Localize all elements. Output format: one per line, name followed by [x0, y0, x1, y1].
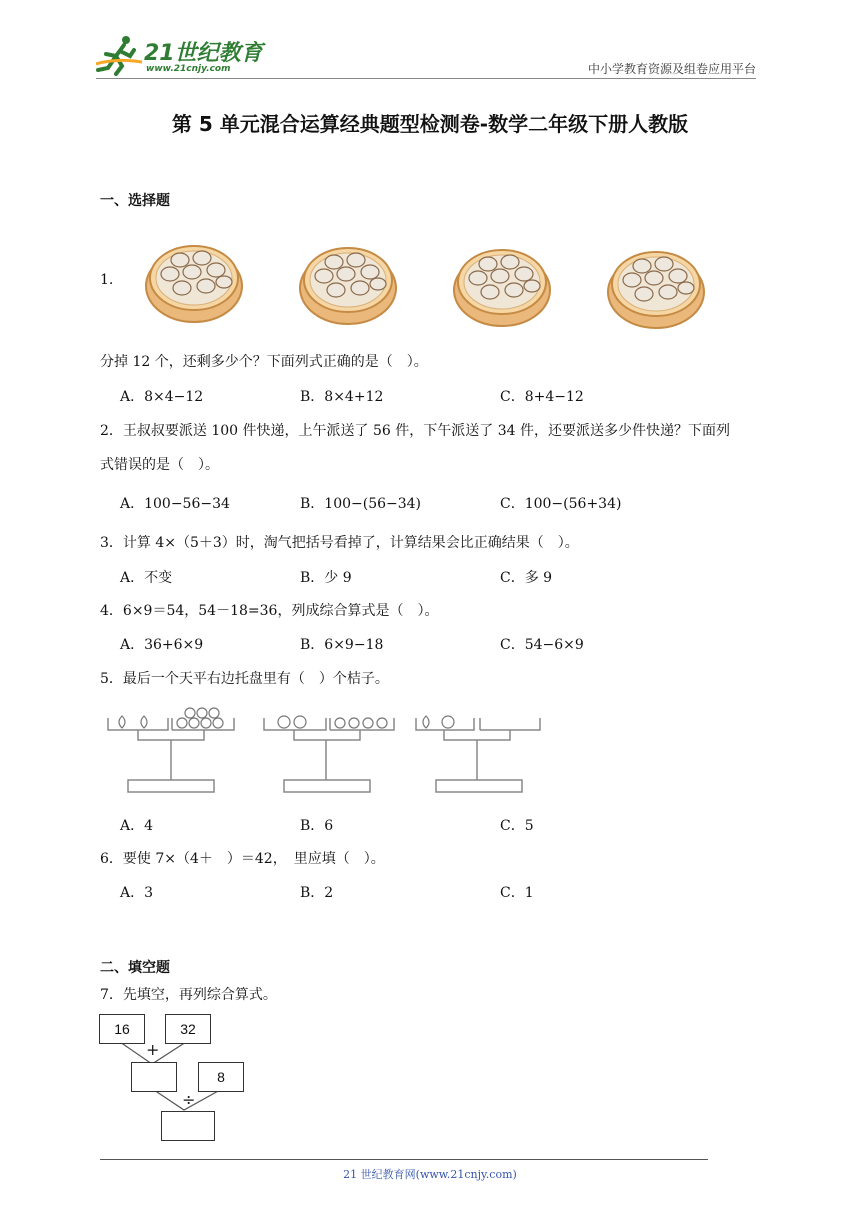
q2-option-b[interactable]: B．100−(56−34) — [300, 496, 422, 512]
page-title: 第 5 单元混合运算经典题型检测卷-数学二年级下册人教版 — [171, 112, 689, 136]
q1-option-c[interactable]: C．8+4−12 — [500, 389, 584, 405]
q7-plus-sign: + — [146, 1040, 160, 1059]
q7-box-16: 16 — [99, 1014, 145, 1044]
q7-answer-box-2[interactable] — [161, 1111, 215, 1141]
q5-option-a[interactable]: A．4 — [120, 818, 154, 834]
q4-text: 4．6×9＝54，54－18=36，列成综合算式是（ ）。 — [100, 603, 439, 619]
q4-option-b[interactable]: B．6×9−18 — [300, 637, 384, 653]
q1-number: 1. — [100, 272, 114, 288]
q1-text: 分掉 12 个，还剩多少个？下面列式正确的是（ ）。 — [100, 354, 428, 370]
q5-text: 5．最后一个天平右边托盘里有（ ）个桔子。 — [100, 671, 389, 687]
footer-text[interactable]: 21 世纪教育网(www.21cnjy.com) — [343, 1168, 517, 1181]
section-heading-fill: 二、填空题 — [100, 960, 170, 976]
header-divider — [96, 78, 756, 79]
q3-text: 3．计算 4×（5＋3）时，淘气把括号看掉了，计算结果会比正确结果（ ）。 — [100, 535, 579, 551]
runner-logo-icon — [96, 34, 146, 76]
logo-url: www.21cnjy.com — [146, 64, 231, 74]
q2-option-c[interactable]: C．100−(56+34) — [500, 496, 622, 512]
steamer-baskets-image — [140, 230, 720, 330]
q6-option-b[interactable]: B．2 — [300, 885, 334, 901]
q4-option-c[interactable]: C．54−6×9 — [500, 637, 584, 653]
q7-text: 7．先填空，再列综合算式。 — [100, 987, 277, 1003]
q6-option-a[interactable]: A．3 — [120, 885, 154, 901]
q5-option-c[interactable]: C．5 — [500, 818, 534, 834]
q5-option-b[interactable]: B．6 — [300, 818, 334, 834]
q2-option-a[interactable]: A．100−56−34 — [120, 496, 230, 512]
logo — [96, 34, 266, 78]
q1-option-a[interactable]: A．8×4−12 — [120, 389, 204, 405]
q3-option-b[interactable]: B．少 9 — [300, 570, 352, 586]
q4-option-a[interactable]: A．36+6×9 — [120, 637, 204, 653]
q6-option-c[interactable]: C．1 — [500, 885, 534, 901]
q7-box-8: 8 — [198, 1062, 244, 1092]
q6-text: 6．要使 7×（4＋ ）＝42， 里应填（ ）。 — [100, 851, 385, 867]
logo-text: 21世纪教育 — [144, 41, 263, 66]
q3-option-c[interactable]: C．多 9 — [500, 570, 553, 586]
section-heading-choice: 一、选择题 — [100, 193, 170, 209]
q2-text-line1: 2．王叔叔要派送 100 件快递，上午派送了 56 件，下午派送了 34 件，还要派送多少件快递？下面列 — [100, 423, 730, 439]
q7-answer-box-1[interactable] — [131, 1062, 177, 1092]
q3-option-a[interactable]: A．不变 — [120, 570, 173, 586]
balance-scales-image — [104, 704, 554, 796]
site-name: 中小学教育资源及组卷应用平台 — [587, 62, 756, 76]
q7-divide-sign: ÷ — [182, 1090, 196, 1109]
footer-divider — [100, 1159, 708, 1160]
q7-box-32: 32 — [165, 1014, 211, 1044]
q1-option-b[interactable]: B．8×4+12 — [300, 389, 384, 405]
q2-text-line2: 式错误的是（ ）。 — [100, 457, 219, 473]
